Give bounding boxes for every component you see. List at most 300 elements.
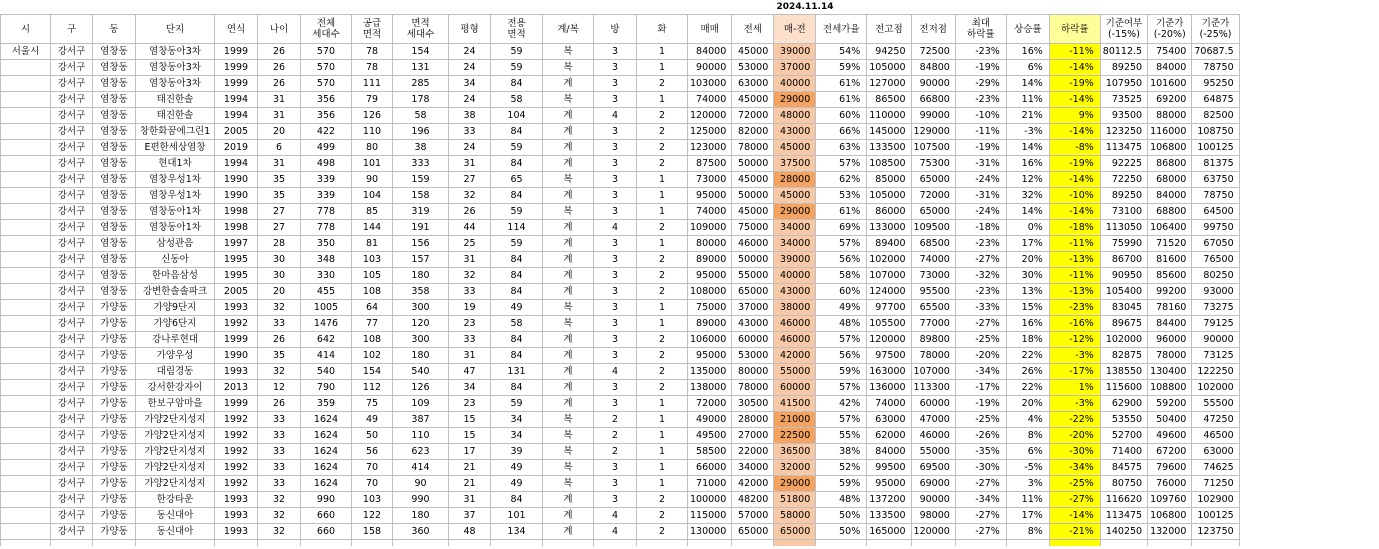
cell-rise[interactable]: 26%: [1006, 364, 1049, 380]
cell-year[interactable]: 1990: [215, 348, 258, 364]
cell-gu[interactable]: 강서구: [51, 172, 93, 188]
cell-baths[interactable]: 2: [637, 76, 688, 92]
cell-fall[interactable]: -3%: [1049, 396, 1100, 412]
cell-jeonse[interactable]: 72000: [732, 108, 774, 124]
cell-rooms[interactable]: 3: [594, 396, 637, 412]
cell-rise[interactable]: 3%: [1006, 476, 1049, 492]
cell-danji[interactable]: 강서한강자이: [136, 380, 215, 396]
cell-fall[interactable]: -11%: [1049, 268, 1100, 284]
cell-dong[interactable]: 염창동: [93, 268, 136, 284]
cell-jeonse[interactable]: 80000: [732, 364, 774, 380]
cell-exclusive[interactable]: 84: [491, 268, 543, 284]
cell-jeonse_rate[interactable]: 56%: [816, 252, 867, 268]
cell-max_drop[interactable]: -30%: [955, 460, 1006, 476]
cell-si[interactable]: [1, 364, 51, 380]
cell-baths[interactable]: 1: [637, 460, 688, 476]
cell-age[interactable]: 35: [258, 348, 301, 364]
cell-pyeong[interactable]: 44: [449, 220, 491, 236]
cell-low[interactable]: 72000: [911, 188, 955, 204]
cell-age[interactable]: 32: [258, 300, 301, 316]
cell-pyeong[interactable]: 24: [449, 92, 491, 108]
cell-exclusive[interactable]: 84: [491, 332, 543, 348]
cell-jeonse_rate[interactable]: 52%: [816, 460, 867, 476]
cell-dong[interactable]: 가양동: [93, 524, 136, 540]
cell-exclusive[interactable]: 49: [491, 300, 543, 316]
cell-gu[interactable]: 강서구: [51, 44, 93, 60]
cell-supply[interactable]: 70: [352, 460, 393, 476]
cell-max_drop[interactable]: -27%: [955, 524, 1006, 540]
cell-households[interactable]: 339: [301, 188, 352, 204]
cell-ref20[interactable]: 84000: [1148, 60, 1192, 76]
cell-gap[interactable]: 34000: [774, 236, 816, 252]
cell-jeonse_rate[interactable]: 61%: [816, 76, 867, 92]
cell-jeonse_rate[interactable]: 66%: [816, 124, 867, 140]
cell-ref15[interactable]: 116620: [1100, 492, 1147, 508]
cell-ref15[interactable]: 62900: [1100, 396, 1147, 412]
cell-area_hh[interactable]: 126: [393, 380, 449, 396]
cell-jeonse[interactable]: 60000: [732, 332, 774, 348]
cell-sale[interactable]: 66000: [688, 460, 732, 476]
cell-supply[interactable]: 77: [352, 316, 393, 332]
cell-ref15[interactable]: 115600: [1100, 380, 1147, 396]
cell-jeonse_rate[interactable]: 62%: [816, 172, 867, 188]
cell-jeonse[interactable]: 28000: [732, 412, 774, 428]
cell-age[interactable]: 33: [258, 444, 301, 460]
cell-max_drop[interactable]: -27%: [955, 316, 1006, 332]
cell-ref25[interactable]: 100125: [1192, 508, 1239, 524]
cell-gap[interactable]: 22500: [774, 428, 816, 444]
cell-jeonse_rate[interactable]: 60%: [816, 284, 867, 300]
cell-fall[interactable]: -11%: [1049, 236, 1100, 252]
cell-age[interactable]: 27: [258, 220, 301, 236]
cell-ref25[interactable]: 79125: [1192, 316, 1239, 332]
cell-type[interactable]: 복: [543, 300, 594, 316]
cell-max_drop[interactable]: -33%: [955, 300, 1006, 316]
cell-ref25[interactable]: 74625: [1192, 460, 1239, 476]
cell-rise[interactable]: 16%: [1006, 44, 1049, 60]
cell-gu[interactable]: 강서구: [51, 412, 93, 428]
cell-jeonse_rate[interactable]: 50%: [816, 508, 867, 524]
cell-ref15[interactable]: 113050: [1100, 220, 1147, 236]
cell-households[interactable]: 990: [301, 492, 352, 508]
cell-si[interactable]: [1, 284, 51, 300]
cell-sale[interactable]: 103000: [688, 76, 732, 92]
cell-si[interactable]: [1, 76, 51, 92]
cell-fall[interactable]: -14%: [1049, 92, 1100, 108]
cell-danji[interactable]: 창한화꿈에그린1: [136, 124, 215, 140]
cell-fall[interactable]: -34%: [1049, 460, 1100, 476]
cell-ref15[interactable]: 140250: [1100, 524, 1147, 540]
cell-year[interactable]: 1999: [215, 44, 258, 60]
cell-households[interactable]: 1476: [301, 316, 352, 332]
cell-ref15[interactable]: 90950: [1100, 268, 1147, 284]
cell-supply[interactable]: 111: [352, 76, 393, 92]
cell-households[interactable]: 348: [301, 252, 352, 268]
cell-rise[interactable]: 16%: [1006, 156, 1049, 172]
cell-low[interactable]: 65500: [911, 300, 955, 316]
cell-gap[interactable]: 36500: [774, 444, 816, 460]
cell-max_drop[interactable]: -23%: [955, 236, 1006, 252]
cell-baths[interactable]: 2: [637, 332, 688, 348]
cell-type[interactable]: 복: [543, 92, 594, 108]
cell-ref15[interactable]: 75990: [1100, 236, 1147, 252]
cell-fall[interactable]: -18%: [1049, 220, 1100, 236]
cell-si[interactable]: [1, 300, 51, 316]
cell-sale[interactable]: 106000: [688, 332, 732, 348]
cell-pyeong[interactable]: 31: [449, 156, 491, 172]
cell-jeonse_rate[interactable]: 53%: [816, 188, 867, 204]
cell-ref20[interactable]: 78160: [1148, 300, 1192, 316]
cell-ref25[interactable]: 76500: [1192, 252, 1239, 268]
cell-year[interactable]: 1992: [215, 476, 258, 492]
cell-rooms[interactable]: 3: [594, 172, 637, 188]
cell-year[interactable]: 2019: [215, 140, 258, 156]
cell-gu[interactable]: 강서구: [51, 156, 93, 172]
cell-gap[interactable]: 55000: [774, 364, 816, 380]
cell-rooms[interactable]: 4: [594, 508, 637, 524]
cell-supply[interactable]: 105: [352, 268, 393, 284]
cell-type[interactable]: 계: [543, 76, 594, 92]
cell-fall[interactable]: -11%: [1049, 44, 1100, 60]
cell-low[interactable]: 55000: [911, 444, 955, 460]
cell-baths[interactable]: 2: [637, 220, 688, 236]
cell-area_hh[interactable]: 58: [393, 108, 449, 124]
cell-pyeong[interactable]: 31: [449, 252, 491, 268]
cell-jeonse_rate[interactable]: 63%: [816, 140, 867, 156]
header-exclusive[interactable]: [491, 15, 543, 44]
cell-sale[interactable]: 49500: [688, 428, 732, 444]
cell-low[interactable]: 89800: [911, 332, 955, 348]
cell-sale[interactable]: 109000: [688, 220, 732, 236]
cell-fall[interactable]: -8%: [1049, 140, 1100, 156]
cell-age[interactable]: 28: [258, 236, 301, 252]
cell-gu[interactable]: 강서구: [51, 460, 93, 476]
cell-jeonse_rate[interactable]: 59%: [816, 476, 867, 492]
cell-low[interactable]: 68500: [911, 236, 955, 252]
cell-fall[interactable]: -16%: [1049, 316, 1100, 332]
cell-age[interactable]: 30: [258, 252, 301, 268]
cell-ref15[interactable]: 93500: [1100, 108, 1147, 124]
cell-jeonse_rate[interactable]: 57%: [816, 412, 867, 428]
cell-jeonse[interactable]: 65000: [732, 524, 774, 540]
cell-type[interactable]: 계: [543, 364, 594, 380]
cell-sale[interactable]: 95000: [688, 188, 732, 204]
cell-dong[interactable]: 염창동: [93, 76, 136, 92]
cell-households[interactable]: 570: [301, 76, 352, 92]
cell-type[interactable]: 계: [543, 284, 594, 300]
cell-year[interactable]: 1998: [215, 220, 258, 236]
cell-type[interactable]: 복: [543, 460, 594, 476]
cell-gu[interactable]: 강서구: [51, 204, 93, 220]
cell-fall[interactable]: -17%: [1049, 364, 1100, 380]
cell-low[interactable]: 46000: [911, 428, 955, 444]
cell-households[interactable]: 339: [301, 172, 352, 188]
cell-low[interactable]: 113300: [911, 380, 955, 396]
cell-year[interactable]: 1993: [215, 508, 258, 524]
cell-type[interactable]: 복: [543, 44, 594, 60]
cell-jeonse[interactable]: 46000: [732, 236, 774, 252]
cell-jeonse_rate[interactable]: 69%: [816, 220, 867, 236]
cell-rise[interactable]: 4%: [1006, 412, 1049, 428]
cell-exclusive[interactable]: 34: [491, 412, 543, 428]
cell-fall[interactable]: -14%: [1049, 508, 1100, 524]
cell-households[interactable]: 570: [301, 60, 352, 76]
cell-pyeong[interactable]: 32: [449, 188, 491, 204]
cell-low[interactable]: 99000: [911, 108, 955, 124]
cell-rise[interactable]: 17%: [1006, 508, 1049, 524]
cell-pyeong[interactable]: 25: [449, 236, 491, 252]
cell-gu[interactable]: 강서구: [51, 108, 93, 124]
cell-low[interactable]: 77000: [911, 316, 955, 332]
cell-high[interactable]: 163000: [867, 364, 911, 380]
cell-year[interactable]: 2005: [215, 284, 258, 300]
cell-sale[interactable]: 75000: [688, 300, 732, 316]
cell-rise[interactable]: 22%: [1006, 348, 1049, 364]
cell-area_hh[interactable]: 157: [393, 252, 449, 268]
cell-supply[interactable]: 78: [352, 44, 393, 60]
cell-year[interactable]: 1999: [215, 332, 258, 348]
cell-dong[interactable]: 가양동: [93, 428, 136, 444]
cell-sale[interactable]: 84000: [688, 44, 732, 60]
cell-jeonse[interactable]: 53000: [732, 60, 774, 76]
cell-max_drop[interactable]: -26%: [955, 428, 1006, 444]
cell-gap[interactable]: 60000: [774, 380, 816, 396]
cell-pyeong[interactable]: 24: [449, 140, 491, 156]
cell-age[interactable]: 32: [258, 524, 301, 540]
cell-high[interactable]: 127000: [867, 76, 911, 92]
cell-baths[interactable]: 2: [637, 284, 688, 300]
cell-area_hh[interactable]: 180: [393, 268, 449, 284]
cell-rise[interactable]: 20%: [1006, 252, 1049, 268]
cell-gu[interactable]: 강서구: [51, 188, 93, 204]
cell-ref15[interactable]: 52700: [1100, 428, 1147, 444]
cell-sale[interactable]: 58500: [688, 444, 732, 460]
cell-low[interactable]: 129000: [911, 124, 955, 140]
cell-gap[interactable]: 45000: [774, 188, 816, 204]
cell-rise[interactable]: 11%: [1006, 492, 1049, 508]
cell-households[interactable]: 540: [301, 364, 352, 380]
cell-supply[interactable]: 154: [352, 364, 393, 380]
cell-rise[interactable]: 13%: [1006, 284, 1049, 300]
cell-area_hh[interactable]: 154: [393, 44, 449, 60]
cell-baths[interactable]: 1: [637, 412, 688, 428]
cell-area_hh[interactable]: 38: [393, 140, 449, 156]
cell-ref15[interactable]: 113475: [1100, 508, 1147, 524]
cell-gu[interactable]: 강서구: [51, 444, 93, 460]
cell-high[interactable]: 105500: [867, 316, 911, 332]
cell-ref20[interactable]: 99200: [1148, 284, 1192, 300]
cell-dong[interactable]: 염창동: [93, 172, 136, 188]
cell-ref20[interactable]: 116000: [1148, 124, 1192, 140]
cell-gu[interactable]: 강서구: [51, 220, 93, 236]
cell-ref15[interactable]: 113475: [1100, 140, 1147, 156]
cell-low[interactable]: 60000: [911, 396, 955, 412]
cell-jeonse_rate[interactable]: 60%: [816, 108, 867, 124]
cell-rooms[interactable]: 3: [594, 76, 637, 92]
cell-dong[interactable]: 염창동: [93, 140, 136, 156]
cell-ref20[interactable]: 106800: [1148, 508, 1192, 524]
cell-high[interactable]: 133500: [867, 140, 911, 156]
cell-gu[interactable]: 강서구: [51, 268, 93, 284]
cell-supply[interactable]: 112: [352, 380, 393, 396]
cell-type[interactable]: 계: [543, 524, 594, 540]
cell-type[interactable]: 계: [543, 140, 594, 156]
cell-jeonse[interactable]: 48200: [732, 492, 774, 508]
cell-year[interactable]: 1999: [215, 396, 258, 412]
cell-max_drop[interactable]: -31%: [955, 188, 1006, 204]
cell-year[interactable]: 2005: [215, 124, 258, 140]
cell-low[interactable]: 65000: [911, 172, 955, 188]
cell-gap[interactable]: 58000: [774, 508, 816, 524]
cell-danji[interactable]: 가양2단지성지: [136, 412, 215, 428]
cell-si[interactable]: [1, 140, 51, 156]
cell-jeonse_rate[interactable]: 59%: [816, 364, 867, 380]
cell-exclusive[interactable]: 84: [491, 492, 543, 508]
cell-high[interactable]: 86000: [867, 204, 911, 220]
cell-danji[interactable]: 염창동아1차: [136, 204, 215, 220]
cell-age[interactable]: 26: [258, 44, 301, 60]
cell-danji[interactable]: 동신대아: [136, 524, 215, 540]
cell-supply[interactable]: 78: [352, 60, 393, 76]
cell-type[interactable]: 계: [543, 380, 594, 396]
cell-year[interactable]: 1990: [215, 188, 258, 204]
cell-pyeong[interactable]: 47: [449, 364, 491, 380]
cell-ref20[interactable]: 101600: [1148, 76, 1192, 92]
cell-type[interactable]: 계: [543, 268, 594, 284]
cell-rooms[interactable]: 3: [594, 92, 637, 108]
cell-rooms[interactable]: 3: [594, 124, 637, 140]
cell-year[interactable]: 1992: [215, 444, 258, 460]
cell-high[interactable]: 120000: [867, 332, 911, 348]
cell-gu[interactable]: 강서구: [51, 524, 93, 540]
cell-max_drop[interactable]: -23%: [955, 44, 1006, 60]
cell-gap[interactable]: 51800: [774, 492, 816, 508]
cell-supply[interactable]: 101: [352, 156, 393, 172]
cell-supply[interactable]: 75: [352, 396, 393, 412]
cell-households[interactable]: 642: [301, 332, 352, 348]
cell-baths[interactable]: 2: [637, 492, 688, 508]
cell-jeonse_rate[interactable]: 55%: [816, 428, 867, 444]
cell-type[interactable]: 복: [543, 428, 594, 444]
cell-exclusive[interactable]: 59: [491, 236, 543, 252]
cell-danji[interactable]: 한강타운: [136, 492, 215, 508]
cell-jeonse_rate[interactable]: 42%: [816, 396, 867, 412]
cell-danji[interactable]: 염창동아3차: [136, 44, 215, 60]
cell-supply[interactable]: 103: [352, 492, 393, 508]
cell-exclusive[interactable]: 104: [491, 108, 543, 124]
cell-year[interactable]: 1993: [215, 300, 258, 316]
cell-baths[interactable]: 1: [637, 92, 688, 108]
cell-ref15[interactable]: 73100: [1100, 204, 1147, 220]
cell-gap[interactable]: 28000: [774, 172, 816, 188]
cell-gu[interactable]: 강서구: [51, 332, 93, 348]
cell-area_hh[interactable]: 360: [393, 524, 449, 540]
cell-danji[interactable]: 가양우성: [136, 348, 215, 364]
cell-sale[interactable]: 89000: [688, 252, 732, 268]
header-rooms[interactable]: [594, 15, 637, 44]
header-area_hh[interactable]: [393, 15, 449, 44]
cell-danji[interactable]: 가양2단지성지: [136, 460, 215, 476]
cell-danji[interactable]: 가양2단지성지: [136, 444, 215, 460]
cell-age[interactable]: 31: [258, 156, 301, 172]
cell-households[interactable]: 356: [301, 108, 352, 124]
cell-fall[interactable]: -12%: [1049, 332, 1100, 348]
cell-age[interactable]: 20: [258, 284, 301, 300]
cell-jeonse_rate[interactable]: 56%: [816, 348, 867, 364]
cell-max_drop[interactable]: -27%: [955, 252, 1006, 268]
cell-type[interactable]: 계: [543, 236, 594, 252]
cell-low[interactable]: 73000: [911, 268, 955, 284]
cell-pyeong[interactable]: 23: [449, 316, 491, 332]
cell-high[interactable]: 107000: [867, 268, 911, 284]
cell-supply[interactable]: 56: [352, 444, 393, 460]
cell-type[interactable]: 계: [543, 124, 594, 140]
cell-max_drop[interactable]: -10%: [955, 108, 1006, 124]
cell-dong[interactable]: 염창동: [93, 44, 136, 60]
cell-baths[interactable]: 1: [637, 204, 688, 220]
cell-max_drop[interactable]: -20%: [955, 348, 1006, 364]
cell-ref25[interactable]: 95250: [1192, 76, 1239, 92]
cell-age[interactable]: 35: [258, 172, 301, 188]
cell-high[interactable]: 108500: [867, 156, 911, 172]
cell-ref15[interactable]: 82875: [1100, 348, 1147, 364]
cell-si[interactable]: 서울시: [1, 44, 51, 60]
cell-baths[interactable]: 2: [637, 108, 688, 124]
cell-gu[interactable]: 강서구: [51, 428, 93, 444]
cell-ref25[interactable]: 81375: [1192, 156, 1239, 172]
cell-max_drop[interactable]: -11%: [955, 124, 1006, 140]
cell-gap[interactable]: 29000: [774, 476, 816, 492]
cell-supply[interactable]: 49: [352, 412, 393, 428]
cell-ref20[interactable]: 86800: [1148, 156, 1192, 172]
cell-pyeong[interactable]: 24: [449, 60, 491, 76]
cell-age[interactable]: 33: [258, 412, 301, 428]
cell-gap[interactable]: 38000: [774, 300, 816, 316]
cell-type[interactable]: 계: [543, 108, 594, 124]
cell-baths[interactable]: 1: [637, 396, 688, 412]
cell-max_drop[interactable]: -19%: [955, 140, 1006, 156]
cell-ref25[interactable]: 71250: [1192, 476, 1239, 492]
cell-max_drop[interactable]: -19%: [955, 396, 1006, 412]
cell-exclusive[interactable]: 34: [491, 428, 543, 444]
cell-households[interactable]: 1005: [301, 300, 352, 316]
cell-baths[interactable]: 1: [637, 60, 688, 76]
cell-baths[interactable]: 2: [637, 508, 688, 524]
cell-si[interactable]: [1, 348, 51, 364]
cell-supply[interactable]: 122: [352, 508, 393, 524]
cell-dong[interactable]: 가양동: [93, 316, 136, 332]
cell-pyeong[interactable]: 27: [449, 172, 491, 188]
cell-year[interactable]: 1994: [215, 108, 258, 124]
cell-exclusive[interactable]: 84: [491, 252, 543, 268]
cell-ref25[interactable]: 102900: [1192, 492, 1239, 508]
cell-gu[interactable]: 강서구: [51, 60, 93, 76]
cell-fall[interactable]: -14%: [1049, 204, 1100, 220]
cell-si[interactable]: [1, 188, 51, 204]
cell-households[interactable]: 1624: [301, 460, 352, 476]
cell-jeonse_rate[interactable]: 54%: [816, 44, 867, 60]
cell-max_drop[interactable]: -17%: [955, 380, 1006, 396]
cell-rise[interactable]: -3%: [1006, 124, 1049, 140]
cell-rooms[interactable]: 3: [594, 348, 637, 364]
cell-ref25[interactable]: 99750: [1192, 220, 1239, 236]
cell-si[interactable]: [1, 268, 51, 284]
cell-ref15[interactable]: 107950: [1100, 76, 1147, 92]
cell-ref25[interactable]: 64875: [1192, 92, 1239, 108]
cell-households[interactable]: 1624: [301, 412, 352, 428]
cell-danji[interactable]: 현대1차: [136, 156, 215, 172]
cell-households[interactable]: 499: [301, 140, 352, 156]
